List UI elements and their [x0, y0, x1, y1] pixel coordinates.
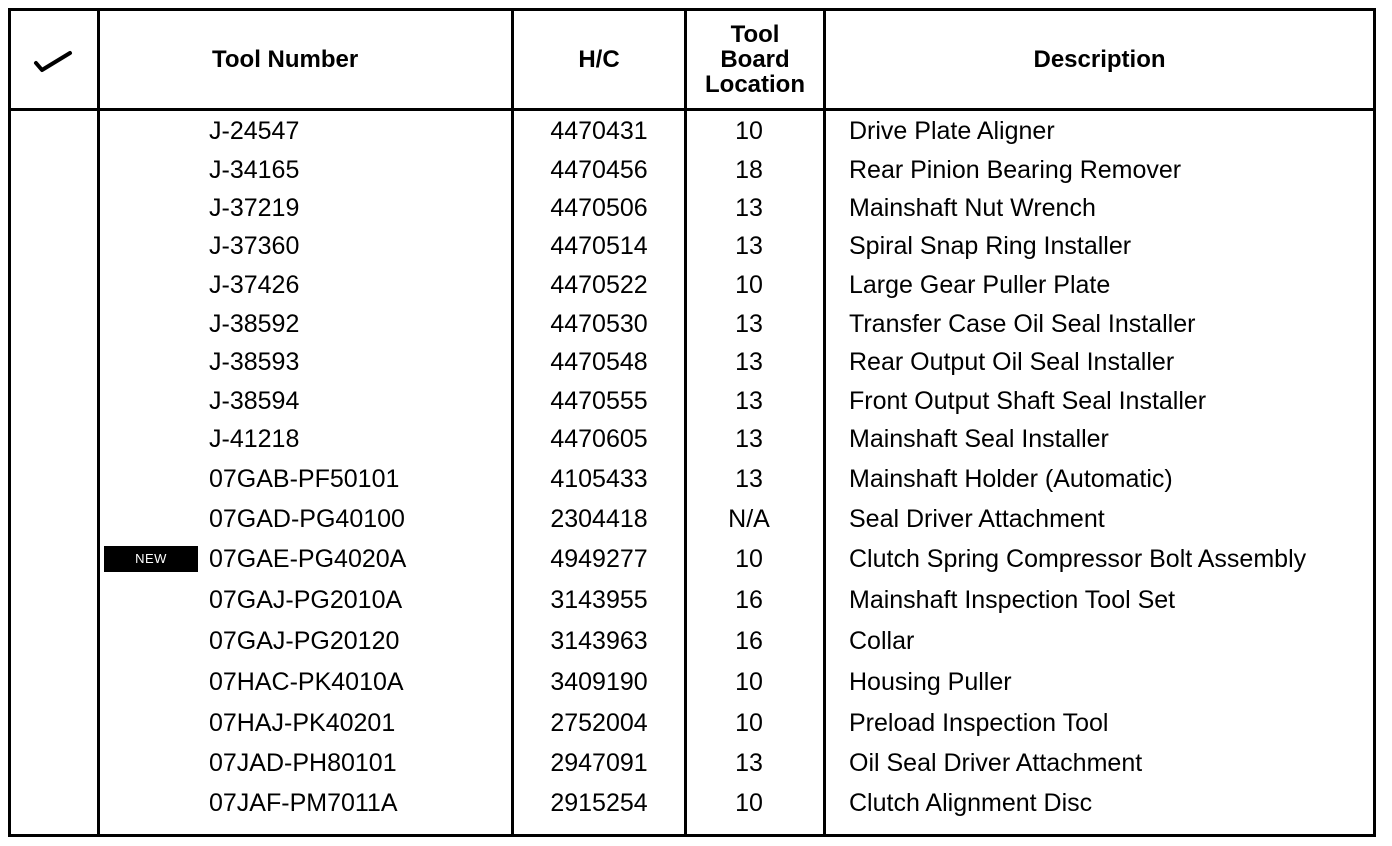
table-row [11, 151, 1373, 189]
hc-cell: 4470506 [550, 194, 648, 222]
location-cell: 13 [735, 232, 763, 260]
header-tool-number: Tool Number [212, 46, 359, 73]
tool-number-cell: 07GAD-PG40100 [209, 505, 405, 533]
location-cell: 10 [735, 668, 763, 696]
tool-number-cell: 07GAJ-PG20120 [209, 627, 400, 655]
description-cell: Preload Inspection Tool [849, 709, 1109, 737]
hc-cell: 4470530 [550, 310, 648, 338]
table-row [11, 420, 1373, 458]
tool-number-cell: J-37426 [209, 271, 300, 299]
tool-number-cell: J-37360 [209, 232, 300, 260]
description-cell: Housing Puller [849, 668, 1012, 696]
description-cell: Spiral Snap Ring Installer [849, 232, 1132, 260]
location-cell: 10 [735, 789, 763, 817]
table-row [11, 460, 1373, 498]
location-cell: 13 [735, 194, 763, 222]
hc-cell: 4470431 [550, 117, 648, 145]
header-location-line: Tool [730, 21, 780, 48]
table-row [11, 343, 1373, 381]
tool-number-cell: 07HAC-PK4010A [209, 668, 404, 696]
description-cell: Seal Driver Attachment [849, 505, 1105, 533]
hc-cell: 2947091 [550, 749, 648, 777]
table-row [11, 784, 1373, 822]
tool-number-cell: J-38593 [209, 348, 300, 376]
hc-cell: 2304418 [550, 505, 648, 533]
description-cell: Front Output Shaft Seal Installer [849, 387, 1207, 415]
header-divider [11, 108, 1373, 111]
description-cell: Clutch Alignment Disc [849, 789, 1093, 817]
description-cell: Mainshaft Holder (Automatic) [849, 465, 1173, 493]
new-badge: NEW [104, 546, 198, 572]
location-cell: 13 [735, 425, 763, 453]
description-cell: Oil Seal Driver Attachment [849, 749, 1143, 777]
description-cell: Collar [849, 627, 915, 655]
header-hc: H/C [578, 46, 620, 73]
description-cell: Mainshaft Seal Installer [849, 425, 1109, 453]
location-cell: 10 [735, 271, 763, 299]
description-cell: Rear Output Oil Seal Installer [849, 348, 1175, 376]
hc-cell: 2915254 [550, 789, 648, 817]
tool-number-cell: J-41218 [209, 425, 300, 453]
tool-number-cell: 07GAE-PG4020A [209, 545, 407, 573]
description-cell: Transfer Case Oil Seal Installer [849, 310, 1196, 338]
description-cell: Large Gear Puller Plate [849, 271, 1111, 299]
table-row [11, 189, 1373, 227]
location-cell: N/A [728, 505, 770, 533]
table-row [11, 704, 1373, 742]
hc-cell: 3143963 [550, 627, 648, 655]
table-row [11, 663, 1373, 701]
header-tool-board-location [687, 11, 823, 108]
description-cell: Rear Pinion Bearing Remover [849, 156, 1182, 184]
tool-number-cell: 07GAJ-PG2010A [209, 586, 403, 614]
description-cell: Drive Plate Aligner [849, 117, 1055, 145]
location-cell: 13 [735, 465, 763, 493]
location-cell: 13 [735, 749, 763, 777]
description-cell: Mainshaft Inspection Tool Set [849, 586, 1176, 614]
hc-cell: 4470514 [550, 232, 648, 260]
hc-cell: 4105433 [550, 465, 648, 493]
header-location-line: Board [720, 46, 790, 73]
location-cell: 10 [735, 545, 763, 573]
hc-cell: 4470456 [550, 156, 648, 184]
description-cell: Mainshaft Nut Wrench [849, 194, 1096, 222]
hc-cell: 4470548 [550, 348, 648, 376]
tool-number-cell: 07JAD-PH80101 [209, 749, 397, 777]
tool-table [8, 8, 1376, 837]
table-row [11, 266, 1373, 304]
description-cell: Clutch Spring Compressor Bolt Assembly [849, 545, 1307, 573]
location-cell: 13 [735, 310, 763, 338]
hc-cell: 4470605 [550, 425, 648, 453]
location-cell: 10 [735, 709, 763, 737]
tool-number-cell: J-38594 [209, 387, 300, 415]
hc-cell: 4949277 [550, 545, 648, 573]
location-cell: 16 [735, 627, 763, 655]
table-row [11, 227, 1373, 265]
table-row [11, 500, 1373, 538]
table-row [11, 305, 1373, 343]
table-row [11, 540, 1373, 578]
table-row [11, 112, 1373, 150]
table-row [11, 581, 1373, 619]
tool-number-cell: 07JAF-PM7011A [209, 789, 398, 817]
hc-cell: 3409190 [550, 668, 648, 696]
header-location-line: Location [705, 71, 805, 98]
check-mark-icon [33, 49, 73, 73]
tool-number-cell: J-38592 [209, 310, 300, 338]
tool-number-cell: 07GAB-PF50101 [209, 465, 400, 493]
tool-number-cell: J-37219 [209, 194, 300, 222]
location-cell: 13 [735, 387, 763, 415]
location-cell: 13 [735, 348, 763, 376]
table-row [11, 744, 1373, 782]
location-cell: 18 [735, 156, 763, 184]
header-check [11, 11, 97, 108]
tool-number-cell: J-24547 [209, 117, 300, 145]
table-row [11, 382, 1373, 420]
tool-number-cell: 07HAJ-PK40201 [209, 709, 396, 737]
hc-cell: 4470555 [550, 387, 648, 415]
table-row [11, 622, 1373, 660]
hc-cell: 2752004 [550, 709, 648, 737]
hc-cell: 3143955 [550, 586, 648, 614]
hc-cell: 4470522 [550, 271, 648, 299]
location-cell: 16 [735, 586, 763, 614]
header-description: Description [1033, 46, 1166, 73]
location-cell: 10 [735, 117, 763, 145]
tool-number-cell: J-34165 [209, 156, 300, 184]
